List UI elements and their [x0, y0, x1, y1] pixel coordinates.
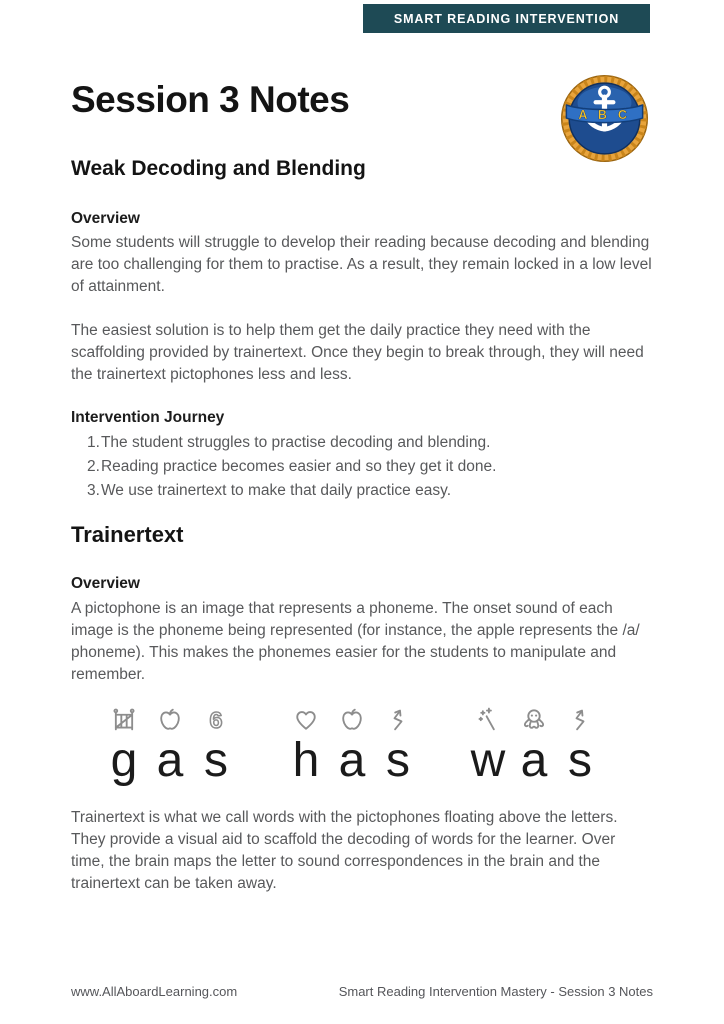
overview-label: Overview [71, 209, 140, 227]
octopus-icon [520, 706, 548, 734]
trainertext-overview-paragraph: A pictophone is an image that represents a phoneme. The onset sound of each image is the phoneme being represented (for instance, the apple represents the /a/ phoneme). This makes the phonemes easier for the students to manipulate and remember. [71, 599, 640, 683]
zigzag-icon [566, 706, 594, 734]
letter-column [101, 706, 147, 785]
word-was [465, 706, 603, 785]
letter-column [557, 706, 603, 785]
letter-column [193, 706, 239, 785]
page-content [71, 0, 653, 895]
abc-anchor-logo [558, 72, 651, 165]
gate-icon [110, 706, 138, 734]
letter-glyph: s [568, 733, 592, 787]
letter-glyph: s [204, 733, 228, 787]
letter-glyph: h [292, 733, 320, 787]
wand-icon [474, 706, 502, 734]
svg-text:6: 6 [209, 706, 223, 733]
overview-paragraph: Some students will struggle to develop their reading because decoding and blending are too challenging for them to practise. As a result, they remain locked in a low level of attainment. [71, 233, 652, 295]
page-title: Session 3 Notes [71, 79, 350, 120]
zigzag-icon [384, 706, 412, 734]
letter-glyph: a [156, 733, 184, 787]
trainertext-description-paragraph: Trainertext is what we call words with the pictophones floating above the letters. They provide a visual aid to scaffold the decoding of words for the learner. Over time, the brain maps the letter to sound correspondences in the brain and the trainertext can be taken away. [71, 808, 618, 892]
trainertext-overview-label: Overview [71, 575, 140, 593]
apple-icon [156, 706, 184, 734]
letter-column [283, 706, 329, 785]
intervention-journey-label: Intervention Journey [71, 408, 225, 426]
journey-step: Reading practice becomes easier and so they get it done. [100, 457, 497, 475]
letter-column [375, 706, 421, 785]
journey-step: The student struggles to practise decoding and blending. [100, 433, 491, 451]
section-heading-trainertext: Trainertext [71, 521, 184, 547]
letter-column [329, 706, 375, 785]
letter-column [147, 706, 193, 785]
header-banner: SMART READING INTERVENTION [363, 4, 650, 33]
six-icon [202, 706, 230, 734]
letter-column [465, 706, 511, 785]
letter-glyph: g [110, 733, 138, 787]
letter-glyph: s [386, 733, 410, 787]
section-heading-weak-decoding: Weak Decoding and Blending [71, 157, 366, 181]
heart-icon [292, 706, 320, 734]
word-gas [101, 706, 239, 785]
intervention-journey-list [71, 431, 653, 503]
trainertext-illustration [101, 706, 653, 785]
letter-glyph: a [338, 733, 366, 787]
logo-letters: A B C [578, 107, 631, 122]
letter-glyph: a [520, 733, 548, 787]
footer-document-title: Smart Reading Intervention Mastery - Session 3 Notes [338, 984, 653, 999]
page-footer [71, 984, 653, 999]
letter-glyph: w [470, 733, 506, 787]
footer-website: www.AllAboardLearning.com [71, 984, 238, 999]
word-has [283, 706, 421, 785]
journey-step: We use trainertext to make that daily practice easy. [100, 481, 451, 499]
apple-icon [338, 706, 366, 734]
letter-column [511, 706, 557, 785]
solution-paragraph: The easiest solution is to help them get the daily practice they need with the scaffolding provided by trainertext. Once they begin to break through, they will need the trainertext pictophones less and less. [71, 321, 644, 383]
